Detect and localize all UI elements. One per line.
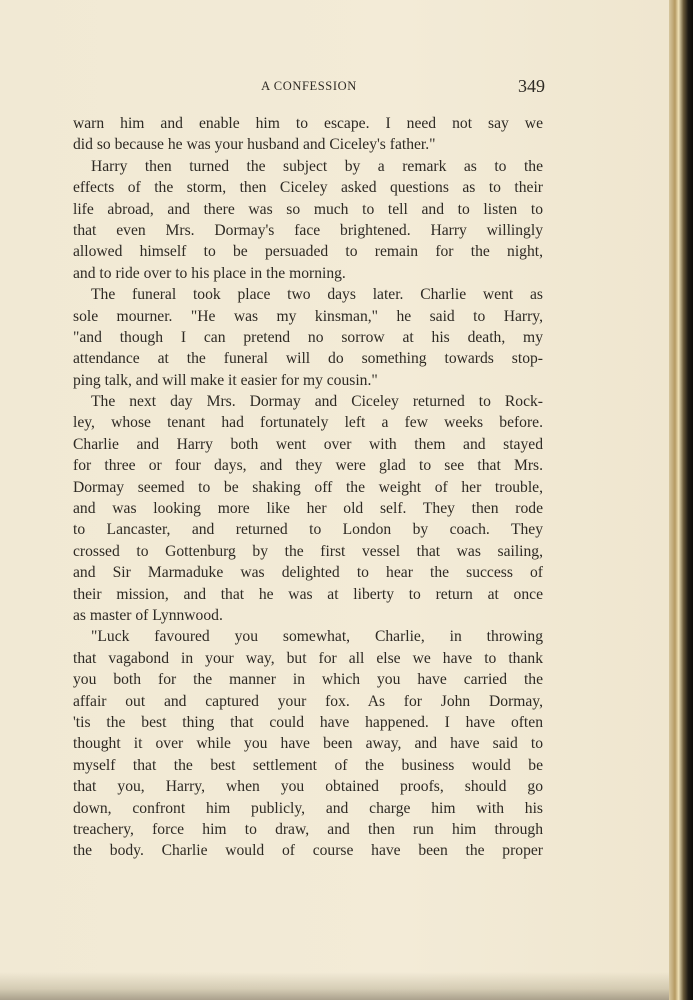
page-header [73,76,545,98]
text-line: you both for the manner in which you have carried the [73,671,543,689]
text-line: and to ride over to his place in the morning. [73,264,346,282]
text-line: that you, Harry, when you obtained proofs, should go [73,778,543,796]
text-line: and was looking more like her old self. They then rode [73,500,543,518]
text-line: effects of the storm, then Ciceley asked questions as to their [73,179,543,197]
text-line: did so because he was your husband and Ciceley's father." [73,136,436,154]
text-line: and Sir Marmaduke was delighted to hear the success of [73,564,543,582]
text-line: thought it over while you have been away, and have said to [73,735,543,753]
text-line: their mission, and that he was at liberty to return at once [73,585,543,603]
text-line: down, confront him publicly, and charge him with his [73,799,543,817]
page-bottom-shadow [0,972,672,1000]
text-line: 'tis the best thing that could have happened. I have often [73,713,543,731]
text-line: sole mourner. "He was my kinsman," he said to Harry, [73,307,543,325]
text-line: Harry then turned the subject by a remark as to the [91,157,543,175]
text-line: for three or four days, and they were glad to see that Mrs. [73,457,543,475]
text-line: affair out and captured your fox. As for John Dormay, [73,692,543,710]
text-line: crossed to Gottenburg by the first vessel that was sailing, [73,542,543,560]
text-line: The funeral took place two days later. Charlie went as [91,286,543,304]
text-line: the body. Charlie would of course have been the proper [73,842,543,860]
body-text [73,113,543,862]
page-number: 349 [518,76,545,96]
text-line: as master of Lynnwood. [73,606,223,624]
text-line: that even Mrs. Dormay's face brightened. Harry willingly [73,221,543,239]
text-line: attendance at the funeral will do something towards stop- [73,350,543,368]
text-line: treachery, force him to draw, and then run him through [73,820,543,838]
text-line: ping talk, and will make it easier for my cousin." [73,371,378,389]
text-line: "Luck favoured you somewhat, Charlie, in throwing [91,628,543,646]
text-line: life abroad, and there was so much to tell and to listen to [73,200,543,218]
text-line: "and though I can pretend no sorrow at his death, my [73,328,543,346]
text-line: to Lancaster, and returned to London by coach. They [73,521,543,539]
text-line: myself that the best settlement of the business would be [73,756,543,774]
text-line: that vagabond in your way, but for all else we have to thank [73,649,543,667]
running-head: A CONFESSION [261,79,357,93]
text-line: ley, whose tenant had fortunately left a few weeks before. [73,414,543,432]
text-line: allowed himself to be persuaded to remain for the night, [73,243,543,261]
text-line: The next day Mrs. Dormay and Ciceley returned to Rock- [91,393,543,411]
text-line: Dormay seemed to be shaking off the weight of her trouble, [73,478,543,496]
text-line: Charlie and Harry both went over with them and stayed [73,435,543,453]
book-edge-shadow [669,0,693,1000]
text-line: warn him and enable him to escape. I need not say we [73,115,543,132]
